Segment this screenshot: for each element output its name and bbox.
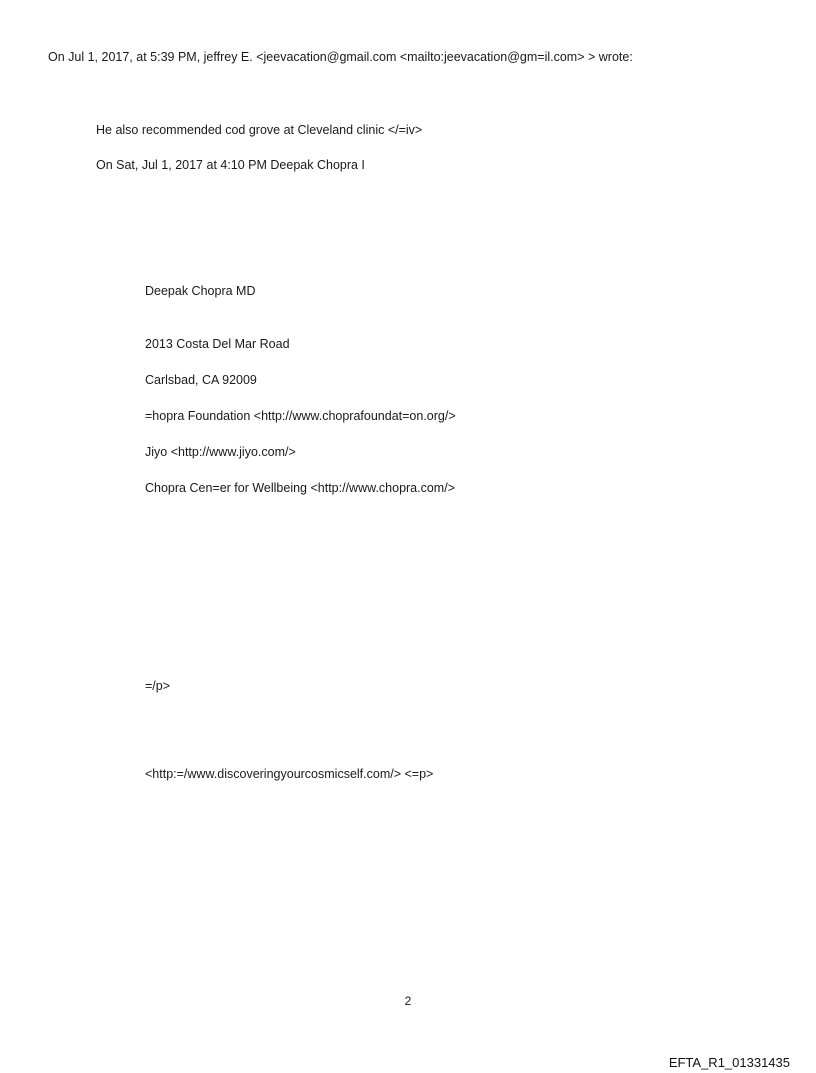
email-header-line: On Jul 1, 2017, at 5:39 PM, jeffrey E. <jeevacation@gmail.com <mailto:jeevacation@gm=il.com> > wrote: [48, 50, 633, 64]
signature-cosmic-link: <http:=/www.discoveringyourcosmicself.com/> <=p> [145, 767, 434, 781]
signature-address-line2: Carlsbad, CA 92009 [145, 373, 257, 387]
signature-address-line1: 2013 Costa Del Mar Road [145, 337, 290, 351]
document-id: EFTA_R1_01331435 [668, 1055, 790, 1070]
email-body-line: He also recommended cod grove at Cleveland clinic </=iv> [96, 123, 423, 137]
html-fragment-line: =/p> [145, 679, 171, 693]
signature-center-link: Chopra Cen=er for Wellbeing <http://www.chopra.com/> [145, 481, 455, 495]
signature-foundation-link: =hopra Foundation <http://www.choprafoundat=on.org/> [145, 409, 456, 423]
signature-name: Deepak Chopra MD [145, 284, 256, 298]
signature-jiyo-link: Jiyo <http://www.jiyo.com/> [145, 445, 296, 459]
quoted-email-header: On Sat, Jul 1, 2017 at 4:10 PM Deepak Chopra I [96, 158, 365, 172]
page-number: 2 [404, 994, 412, 1008]
